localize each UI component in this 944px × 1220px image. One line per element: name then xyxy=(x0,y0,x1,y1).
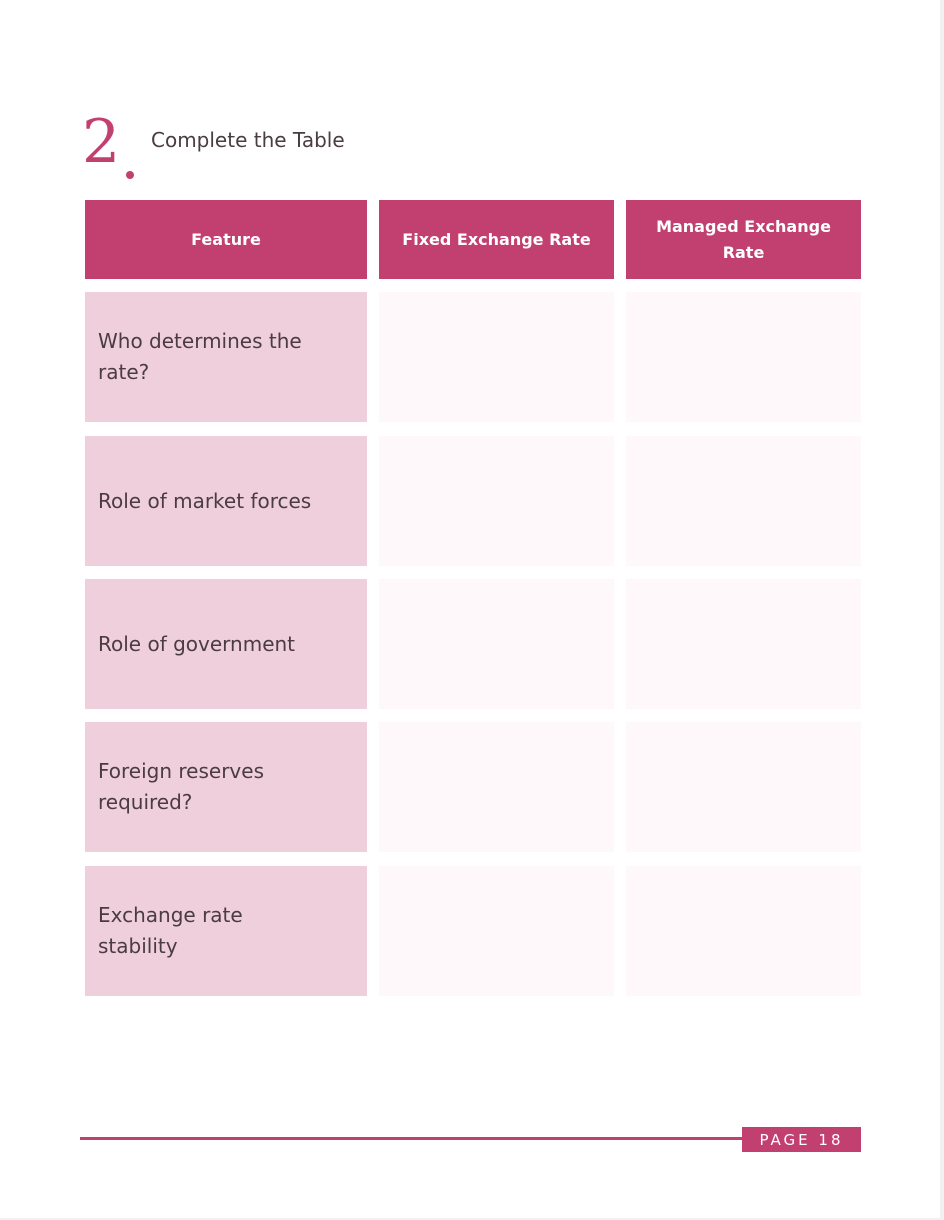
answer-cell-managed[interactable] xyxy=(626,436,861,566)
answer-cell-managed[interactable] xyxy=(626,579,861,709)
answer-cell-managed[interactable] xyxy=(626,866,861,996)
answer-cell-fixed[interactable] xyxy=(379,722,614,852)
page-edge xyxy=(940,0,944,1220)
section-number-dot xyxy=(126,171,134,179)
answer-cell-managed[interactable] xyxy=(626,722,861,852)
header-managed-exchange-rate: Managed Exchange Rate xyxy=(626,200,861,279)
row-label-market-forces: Role of market forces xyxy=(85,436,367,566)
footer-divider xyxy=(80,1137,760,1140)
row-label-government: Role of government xyxy=(85,579,367,709)
answer-cell-fixed[interactable] xyxy=(379,579,614,709)
header-fixed-exchange-rate: Fixed Exchange Rate xyxy=(379,200,614,279)
row-label-who-determines: Who determines the rate? xyxy=(85,292,367,422)
row-label-stability: Exchange rate stability xyxy=(85,866,367,996)
answer-cell-fixed[interactable] xyxy=(379,436,614,566)
answer-cell-fixed[interactable] xyxy=(379,866,614,996)
answer-cell-fixed[interactable] xyxy=(379,292,614,422)
section-title: Complete the Table xyxy=(151,128,345,152)
header-feature: Feature xyxy=(85,200,367,279)
section-number: 2 xyxy=(82,107,119,177)
answer-cell-managed[interactable] xyxy=(626,292,861,422)
row-label-foreign-reserves: Foreign reserves required? xyxy=(85,722,367,852)
page-number-badge: PAGE 18 xyxy=(742,1127,861,1152)
